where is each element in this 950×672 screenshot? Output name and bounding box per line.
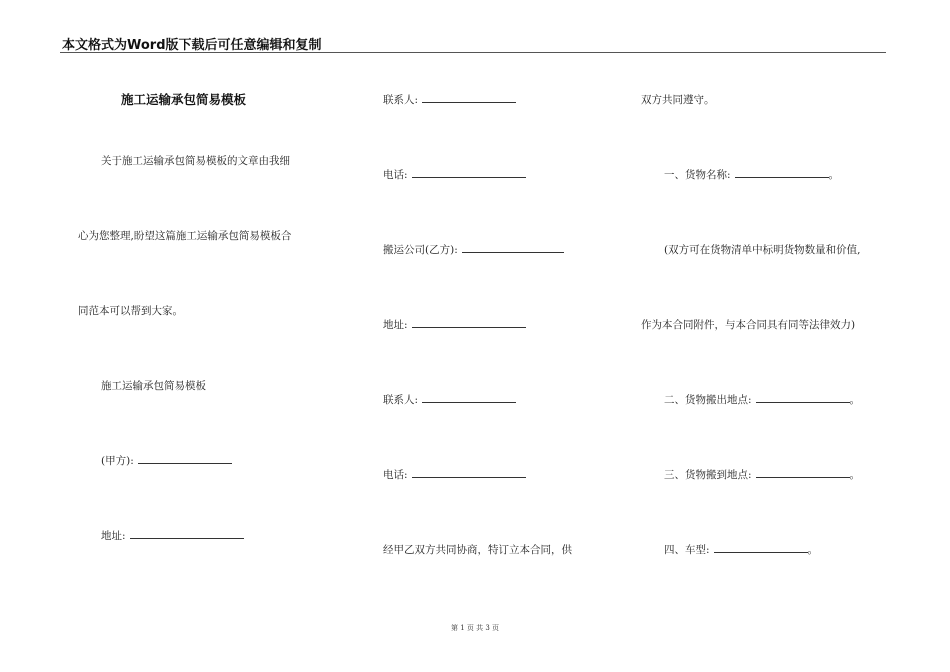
comply-text: 双方共同遵守。 xyxy=(641,94,715,106)
party-a-label: (甲方): xyxy=(101,455,134,467)
item-4-label: 四、车型: xyxy=(664,544,710,556)
item-3-row xyxy=(664,468,860,482)
contact-b-blank[interactable] xyxy=(422,393,516,403)
phone-a-blank[interactable] xyxy=(412,168,526,178)
item-2-label: 二、货物搬出地点: xyxy=(664,394,752,406)
party-b-label: 搬运公司(乙方): xyxy=(383,244,458,256)
item-3-blank[interactable] xyxy=(756,468,850,478)
item-4-blank[interactable] xyxy=(714,543,808,553)
item-1-row xyxy=(664,168,839,182)
item-2-blank[interactable] xyxy=(756,393,850,403)
party-b-blank[interactable] xyxy=(462,243,564,253)
item-1-end: 。 xyxy=(828,169,840,181)
page-number: 第 1 页 共 3 页 xyxy=(450,624,500,632)
item-2-row xyxy=(664,393,860,407)
intro-line-1: 关于施工运输承包简易模板的文章由我细 xyxy=(101,155,290,167)
phone-a-row xyxy=(383,168,526,182)
intro-line-2: 心为您整理,盼望这篇施工运输承包简易模板合 xyxy=(78,230,292,242)
contact-a-row xyxy=(383,93,516,107)
intro-line-3: 同范本可以帮到大家。 xyxy=(78,305,183,317)
address-b-row xyxy=(383,318,526,332)
party-b-row xyxy=(383,243,564,257)
phone-b-blank[interactable] xyxy=(412,468,526,478)
item-3-end: 。 xyxy=(849,469,861,481)
agreement-text: 经甲乙双方共同协商，特订立本合同，供 xyxy=(383,544,572,556)
party-a-blank[interactable] xyxy=(138,454,232,464)
note-line-2: 作为本合同附件，与本合同具有同等法律效力) xyxy=(641,319,856,331)
address-a-blank[interactable] xyxy=(130,529,244,539)
item-4-row xyxy=(664,543,818,557)
contact-b-row xyxy=(383,393,516,407)
address-b-blank[interactable] xyxy=(412,318,526,328)
item-3-label: 三、货物搬到地点: xyxy=(664,469,752,481)
item-2-end: 。 xyxy=(849,394,861,406)
address-b-label: 地址: xyxy=(383,319,408,331)
phone-b-label: 电话: xyxy=(383,469,408,481)
download-banner: 本文格式为Word版下载后可任意编辑和复制 xyxy=(62,38,322,53)
party-a-row xyxy=(101,454,232,468)
phone-b-row xyxy=(383,468,526,482)
phone-a-label: 电话: xyxy=(383,169,408,181)
contact-a-blank[interactable] xyxy=(422,93,516,103)
contact-b-label: 联系人: xyxy=(383,394,419,406)
header-rule xyxy=(60,52,886,53)
contact-a-label: 联系人: xyxy=(383,94,419,106)
item-1-blank[interactable] xyxy=(735,168,829,178)
item-1-label: 一、货物名称: xyxy=(664,169,731,181)
subtitle: 施工运输承包简易模板 xyxy=(101,380,206,392)
item-4-end: 。 xyxy=(807,544,819,556)
address-a-row xyxy=(101,529,244,543)
address-a-label: 地址: xyxy=(101,530,126,542)
document-title: 施工运输承包简易模板 xyxy=(121,92,247,107)
note-line-1: (双方可在货物清单中标明货物数量和价值, xyxy=(664,244,861,256)
